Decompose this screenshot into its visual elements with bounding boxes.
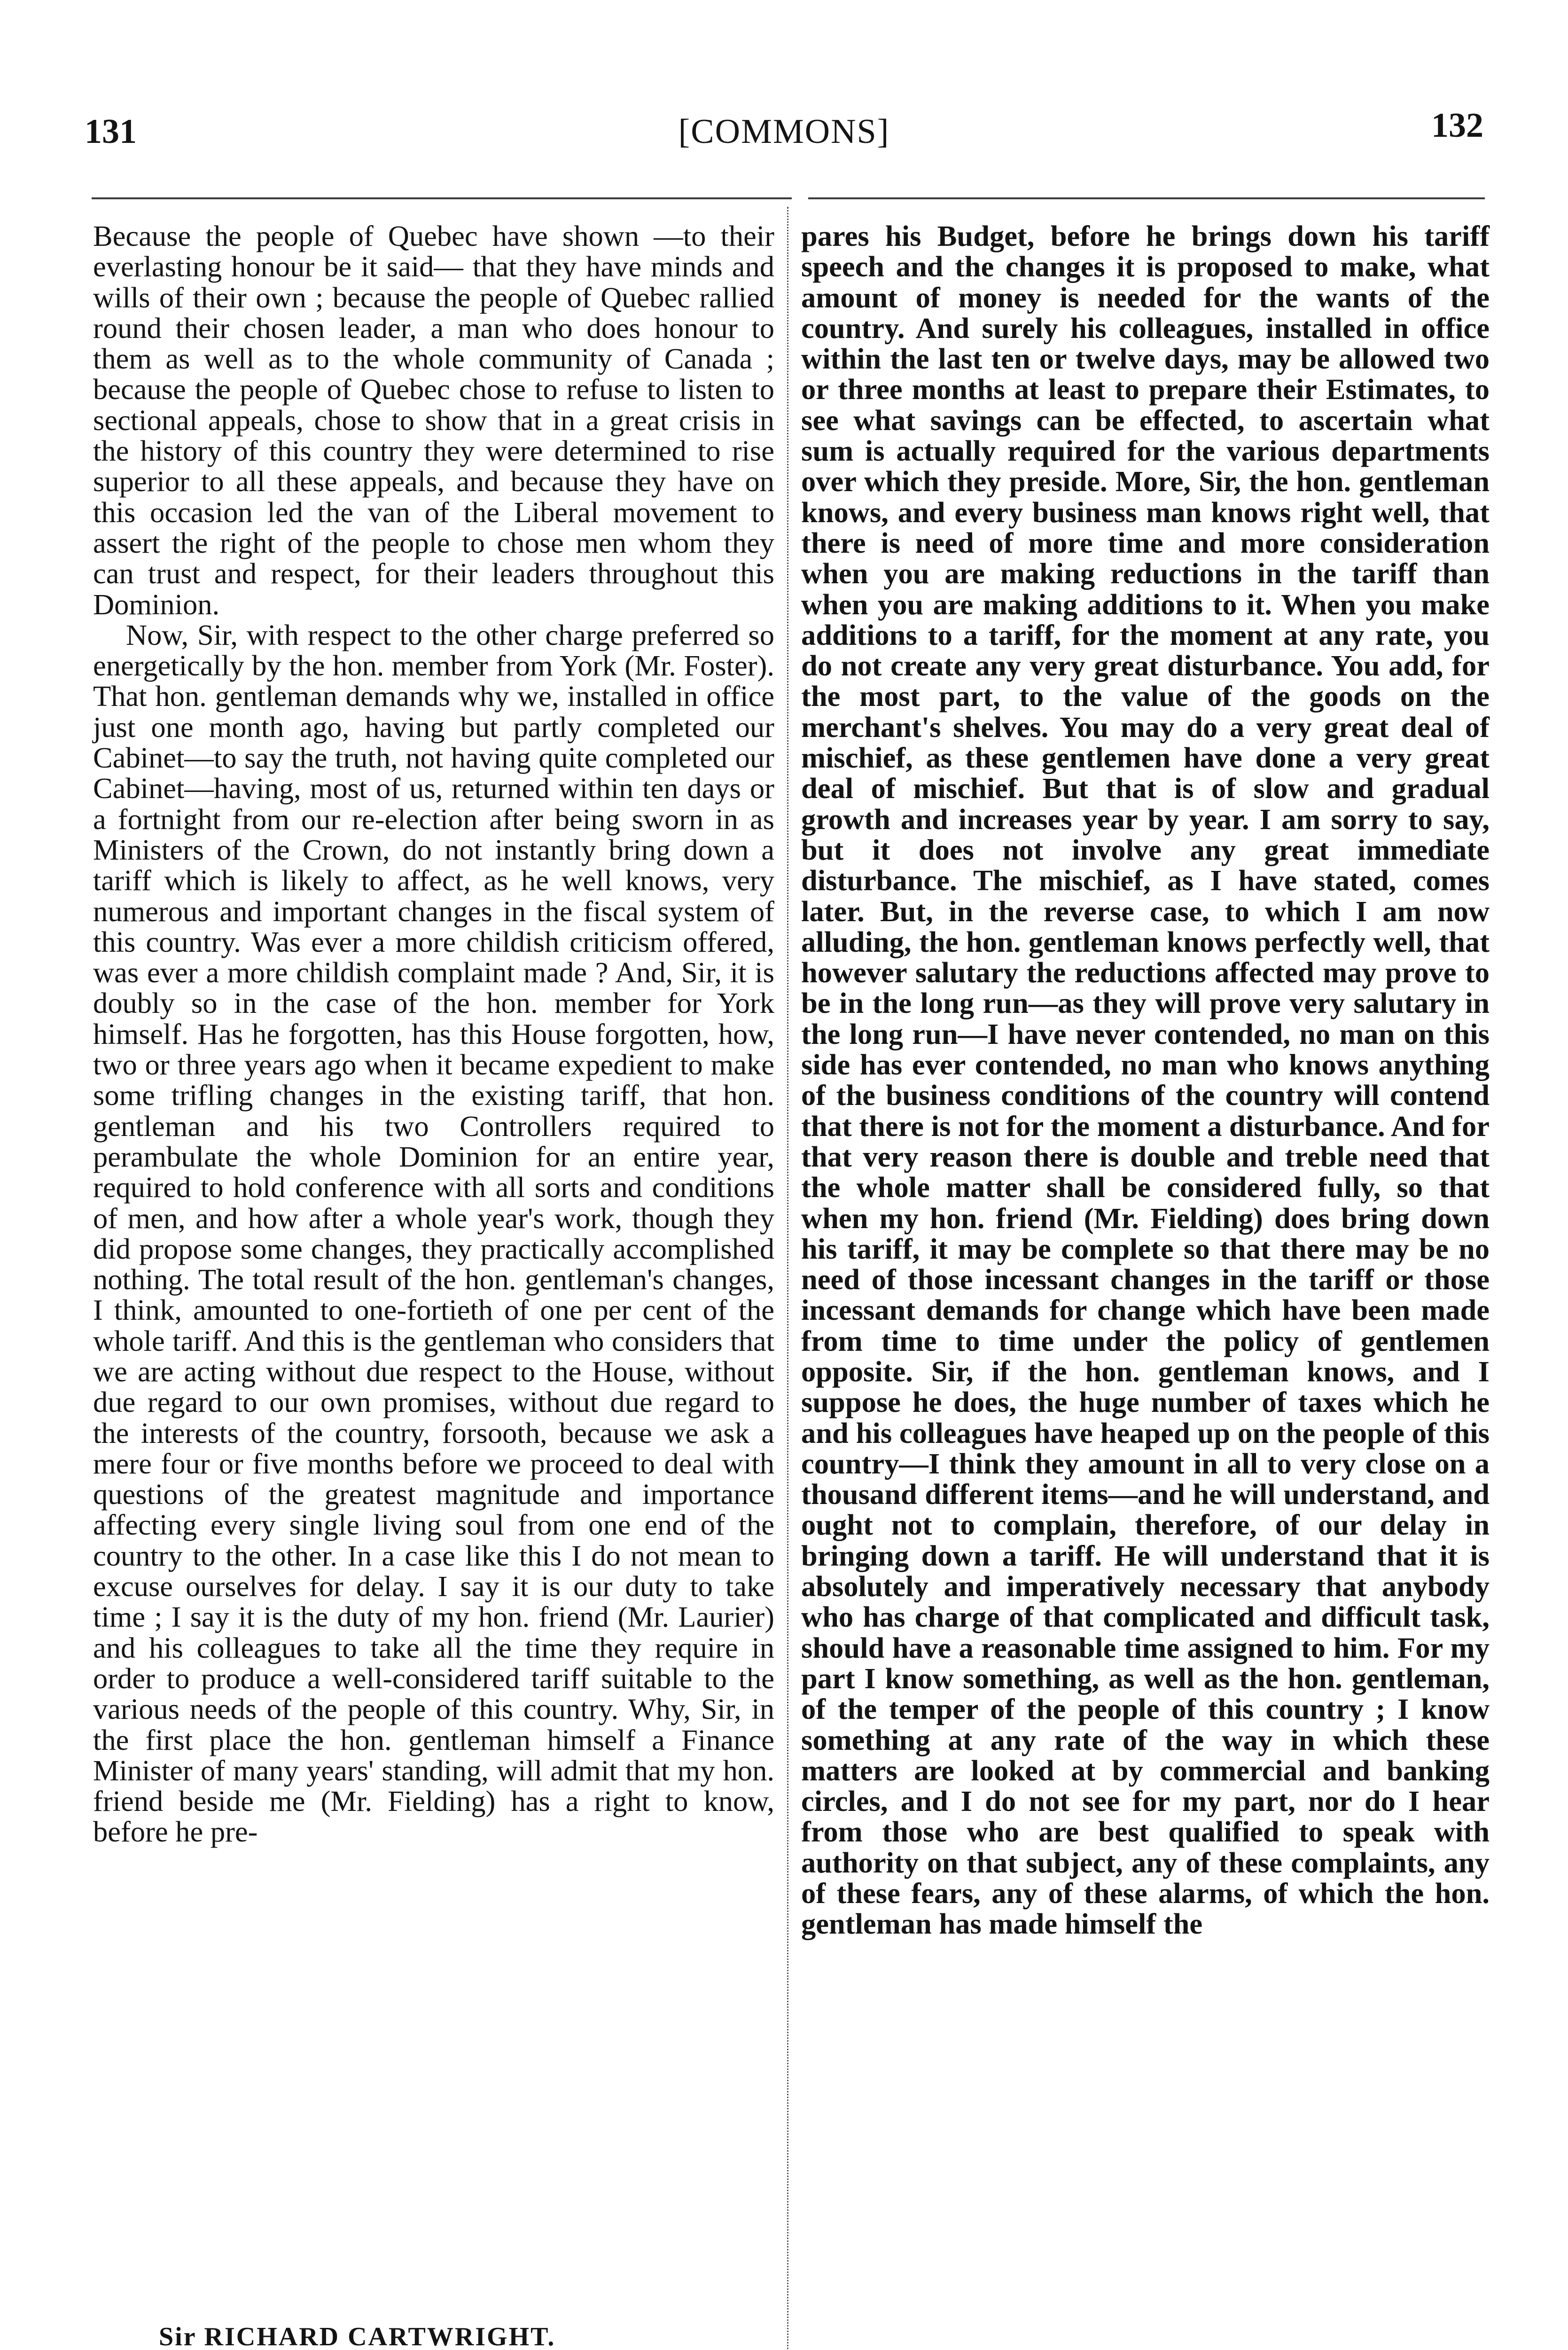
page-header (0, 0, 1568, 197)
page-number-left: 131 (85, 112, 137, 151)
right-column (801, 221, 1490, 2312)
header-rule-right (808, 197, 1485, 199)
left-paragraph-2: Now, Sir, with respect to the other charge preferred so energetically by the hon. member from York (Mr. Foster). That hon. gentleman demands why we, installed in office just one month ago, having but partly completed our Cabinet—to say the truth, not having quite completed our Cabinet—having, most of us, returned within ten days or a fortnight from our re-election after being sworn in as Ministers of the Crown, do not instantly bring down a tariff which is likely to affect, as he well knows, very numerous and important changes in the fiscal system of this country. Was ever a more childish criticism offered, was ever a more childish complaint made ? And, Sir, it is doubly so in the case of the hon. member for York himself. Has he forgotten, has this House forgotten, how, two or three years ago when it became expedient to make some trifling changes in the existing tariff, that hon. gentleman and his two Controllers required to perambulate the whole Dominion for an entire year, required to hold conference with all sorts and conditions of men, and how after a whole year's work, though they did propose some changes, they practically accomplished nothing. The total result of the hon. gentleman's changes, I think, amounted to one-fortieth of one per cent of the whole tariff. And this is the gentleman who considers that we are acting without due respect to the House, without due regard to our own promises, without due regard to the interests of the country, forsooth, because we ask a mere four or five months before we proceed to deal with questions of the greatest magnitude and importance affecting every single living soul from one end of the country to the other. In a case like this I do not mean to excuse ourselves for delay. I say it is our duty to take time ; I say it is the duty of my hon. friend (Mr. Laurier) and his colleagues to take all the time they require in order to produce a well-considered tariff suitable to the various needs of the people of this country. Why, Sir, in the first place the hon. gentleman himself a Finance Minister of many years' standing, will admit that my hon. friend beside me (Mr. Fielding) has a right to know, before he pre- (93, 618, 774, 1849)
right-paragraph-1: pares his Budget, before he brings down his tariff speech and the changes it is proposed to make, what amount of money is needed for the wants of the country. And surely his colleagues, installed in office within the last ten or twelve days, may be allowed two or three months at least to prepare their Estimates, to see what savings can be effected, to ascertain what sum is actually required for the various departments over which they preside. More, Sir, the hon. gentleman knows, and every business man knows right well, that there is need of more time and more consideration when you are making reductions in the tariff than when you are making additions to it. When you make additions to a tariff, for the moment at any rate, you do not create any very great disturbance. You add, for the most part, to the value of the goods on the merchant's shelves. You may do a very great deal of mischief, as these gentlemen have done a very great deal of mischief. But that is of slow and gradual growth and increases year by year. I am sorry to say, but it does not involve any great immediate disturbance. The mischief, as I have stated, comes later. But, in the reverse case, to which I am now alluding, the hon. gentleman knows perfectly well, that however salutary the reductions affected may prove to be in the long run—as they will prove very salutary in the long run—I have never contended, no man on this side has ever contended, no man who knows anything of the business conditions of the country will contend that there is not for the moment a disturbance. And for that very reason there is double and treble need that the whole matter shall be considered fully, so that when my hon. friend (Mr. Fielding) does bring down his tariff, it may be complete so that there may be no need of those incessant changes in the tariff or those incessant demands for change which have been made from time to time under the policy of gentlemen opposite. Sir, if the hon. gentleman knows, and I suppose he does, the huge number of taxes which he and his colleagues have heaped up on the people of this country—I think they amount in all to very close on a thousand different items—and he will understand, and ought not to complain, therefore, of our delay in bringing down a tariff. He will understand that it is absolutely and imperatively necessary that anybody who has charge of that complicated and difficult task, should have a reasonable time assigned to him. For my part I know something, as well as the hon. gentleman, of the temper of the people of this country ; I know something at any rate of the way in which these matters are looked at by commercial and banking circles, and I do not see for my part, nor do I hear from those who are best qualified to speak with authority on that subject, any of these complaints, any of these fears, any of these alarms, of which the hon. gentleman has made himself the (801, 219, 1490, 1941)
speaker-signature: Sir RICHARD CARTWRIGHT. (159, 2322, 556, 2350)
header-rule-left (92, 197, 792, 199)
left-paragraph-1: Because the people of Quebec have shown —to their everlasting honour be it said— that they have minds and wills of their own ; because the people of Quebec rallied round their chosen leader, a man who does honour to them as well as to the whole community of Canada ; because the people of Quebec chose to refuse to listen to sectional appeals, chose to show that in a great crisis in the history of this country they were determined to rise superior to all these appeals, and because they have on this occasion led the van of the Liberal movement to assert the right of the people to chose men whom they can trust and respect, for their leaders throughout this Dominion. (93, 219, 774, 621)
running-title: [COMMONS] (678, 112, 890, 151)
column-divider (787, 207, 788, 2350)
left-column (93, 221, 774, 2312)
page-number-right: 132 (1431, 106, 1483, 145)
